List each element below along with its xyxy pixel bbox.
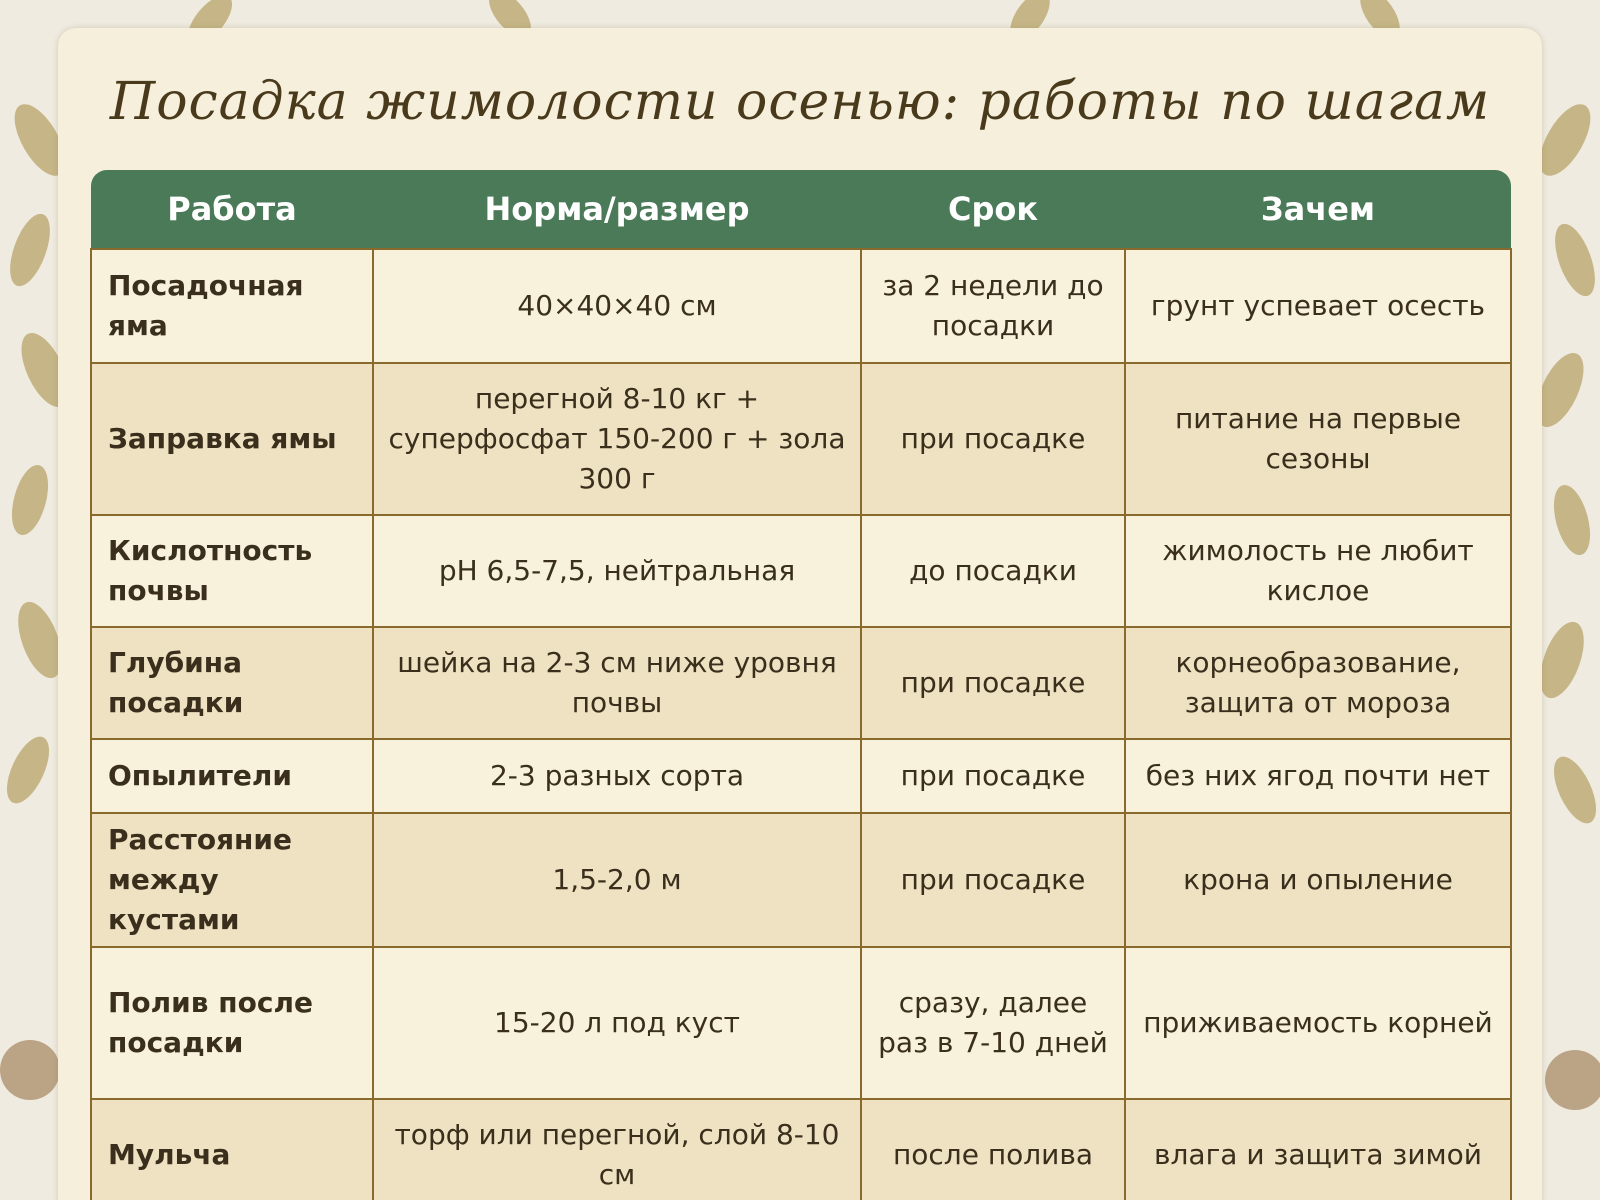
cell-work: Полив после посадки [91,947,373,1099]
cell-norm: 15-20 л под куст [373,947,861,1099]
cell-norm: 40×40×40 см [373,249,861,363]
table-row [91,947,1511,1099]
table-row [91,627,1511,739]
cell-why: питание на первые сезоны [1125,363,1511,515]
cell-term: при посадке [861,363,1125,515]
table-row [91,739,1511,813]
cell-why: влага и защита зимой [1125,1099,1511,1200]
cell-term: при посадке [861,739,1125,813]
cell-term: до посадки [861,515,1125,627]
column-header-work: Работа [91,170,373,249]
table-row [91,363,1511,515]
cell-norm: 1,5-2,0 м [373,813,861,947]
cell-term: при посадке [861,627,1125,739]
page-title: Посадка жимолости осенью: работы по шагам [109,72,1491,132]
cell-work: Опылители [91,739,373,813]
cell-why: жимолость не любит кислое [1125,515,1511,627]
cell-why: грунт успевает осесть [1125,249,1511,363]
column-header-why: Зачем [1125,170,1511,249]
cell-work: Глубина посадки [91,627,373,739]
cell-term: при посадке [861,813,1125,947]
cell-work: Посадочная яма [91,249,373,363]
table-row [91,515,1511,627]
cell-term: сразу, далее раз в 7-10 дней [861,947,1125,1099]
cell-norm: перегной 8-10 кг + суперфосфат 150-200 г + зола 300 г [373,363,861,515]
planting-table [90,170,1510,1200]
cell-term: за 2 недели до посадки [861,249,1125,363]
table-row [91,1099,1511,1200]
cell-norm: торф или перегной, слой 8-10 см [373,1099,861,1200]
cell-why: без них ягод почти нет [1125,739,1511,813]
cell-why: приживаемость корней [1125,947,1511,1099]
column-header-term: Срок [861,170,1125,249]
cell-work: Заправка ямы [91,363,373,515]
table-header-row [91,170,1511,249]
steps-table [90,170,1512,1200]
column-header-norm: Норма/размер [373,170,861,249]
cell-norm: шейка на 2-3 см ниже уровня почвы [373,627,861,739]
table-row [91,813,1511,947]
cell-why: корнеобразование, защита от мороза [1125,627,1511,739]
cell-why: крона и опыление [1125,813,1511,947]
cell-norm: 2-3 разных сорта [373,739,861,813]
cell-work: Кислотность почвы [91,515,373,627]
cell-work: Расстояние между кустами [91,813,373,947]
cell-term: после полива [861,1099,1125,1200]
cell-norm: pH 6,5-7,5, нейтральная [373,515,861,627]
table-row [91,249,1511,363]
cell-work: Мульча [91,1099,373,1200]
